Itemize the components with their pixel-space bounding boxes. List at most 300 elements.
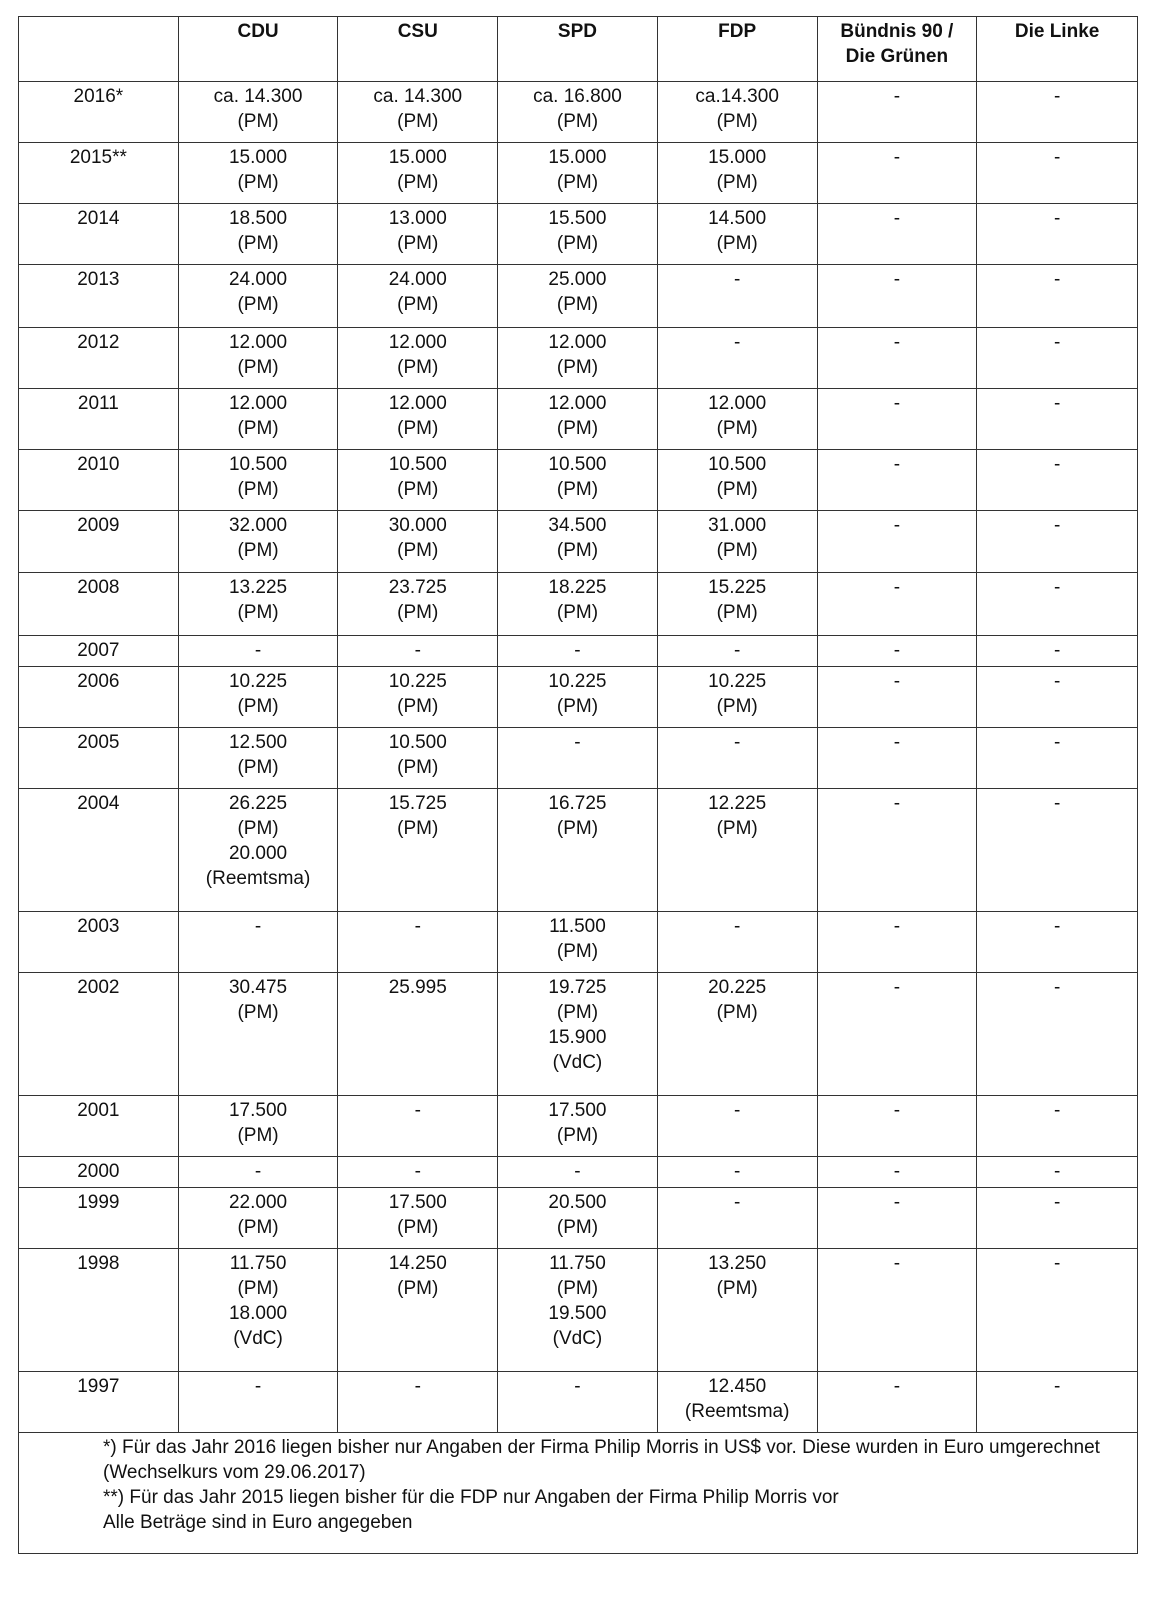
- amount-line: 15.000: [708, 147, 767, 168]
- amount-cell-gruene: [817, 1188, 977, 1249]
- amount-line: 34.500: [548, 515, 607, 536]
- amount-cell-linke: [977, 789, 1138, 912]
- amount-line: 19.725: [548, 977, 607, 998]
- table-row: [19, 1096, 1138, 1157]
- amount-line: -: [1053, 208, 1061, 229]
- amount-cell-gruene: [817, 1249, 977, 1372]
- amount-cell-spd: [498, 636, 658, 667]
- amount-line: (VdC): [552, 1052, 603, 1073]
- amount-line: (PM): [237, 479, 279, 500]
- year-cell: [19, 511, 179, 573]
- amount-line: (PM): [397, 696, 439, 717]
- year-line: 1998: [77, 1253, 120, 1274]
- amount-line: (PM): [556, 111, 599, 132]
- footnote-line: (Wechselkurs vom 29.06.2017): [103, 1462, 366, 1483]
- amount-cell-linke: [977, 389, 1138, 450]
- amount-cell-spd: [498, 204, 658, 265]
- table-row: [19, 389, 1138, 450]
- amount-line: -: [893, 147, 901, 168]
- amount-cell-csu: [338, 1249, 498, 1372]
- amount-line: -: [1053, 1192, 1061, 1213]
- amount-line: (PM): [237, 233, 279, 254]
- year-line: 2009: [77, 515, 120, 536]
- year-cell: [19, 328, 179, 389]
- amount-line: 16.725: [548, 793, 607, 814]
- amount-line: (PM): [556, 941, 599, 962]
- amount-cell-fdp: [657, 82, 817, 143]
- footnote-line: *) Für das Jahr 2016 liegen bisher nur Angaben der Firma Philip Morris in US$ vor. Diese wurden in Euro umgerechnet: [103, 1437, 1100, 1458]
- amount-cell-cdu: [178, 636, 338, 667]
- table-row: [19, 1157, 1138, 1188]
- amount-line: (PM): [556, 1278, 599, 1299]
- amount-line: (PM): [716, 233, 758, 254]
- amount-line: -: [1053, 671, 1061, 692]
- amount-cell-linke: [977, 912, 1138, 973]
- amount-cell-cdu: [178, 973, 338, 1096]
- amount-line: (PM): [716, 479, 758, 500]
- year-line: 2015**: [69, 147, 127, 168]
- footnote-line: **) Für das Jahr 2015 liegen bisher für die FDP nur Angaben der Firma Philip Morris vor: [103, 1487, 839, 1508]
- amount-line: (PM): [716, 111, 758, 132]
- header-cell-linke: [977, 17, 1138, 82]
- amount-cell-cdu: [178, 789, 338, 912]
- amount-cell-gruene: [817, 389, 977, 450]
- amount-line: -: [1053, 793, 1061, 814]
- year-cell: [19, 1188, 179, 1249]
- amount-cell-gruene: [817, 728, 977, 789]
- amount-cell-csu: [338, 511, 498, 573]
- amount-line: (PM): [556, 1125, 599, 1146]
- header-label-line: Die Linke: [1014, 21, 1100, 42]
- amount-line: (PM): [716, 540, 758, 561]
- amount-line: 12.000: [548, 332, 607, 353]
- amount-cell-csu: [338, 1372, 498, 1433]
- amount-line: -: [734, 1100, 741, 1121]
- amount-line: (PM): [556, 818, 599, 839]
- amount-line: 30.000: [388, 515, 447, 536]
- amount-cell-gruene: [817, 973, 977, 1096]
- amount-line: ca. 16.800: [533, 86, 622, 107]
- amount-line: (PM): [556, 233, 599, 254]
- amount-line: (PM): [397, 540, 439, 561]
- header-cell-spd: [498, 17, 658, 82]
- amount-line: (PM): [397, 757, 439, 778]
- amount-line: 10.500: [388, 454, 447, 475]
- amount-line: 15.900: [548, 1027, 607, 1048]
- amount-line: (PM): [397, 602, 439, 623]
- amount-cell-csu: [338, 667, 498, 728]
- header-label-line: SPD: [557, 21, 597, 42]
- amount-line: (PM): [237, 111, 279, 132]
- amount-line: (PM): [716, 602, 758, 623]
- amount-line: -: [254, 1376, 262, 1397]
- header-label-line: CDU: [237, 21, 279, 42]
- amount-line: 20.225: [708, 977, 767, 998]
- amount-cell-spd: [498, 511, 658, 573]
- table-row: [19, 204, 1138, 265]
- amount-line: -: [893, 86, 901, 107]
- amount-line: 12.500: [228, 732, 288, 753]
- amount-line: 13.000: [388, 208, 447, 229]
- amount-cell-linke: [977, 636, 1138, 667]
- amount-line: -: [893, 269, 901, 290]
- header-label-line: Bündnis 90 /: [840, 21, 954, 42]
- amount-line: (PM): [716, 1278, 758, 1299]
- year-cell: [19, 389, 179, 450]
- amount-line: -: [1053, 1161, 1061, 1182]
- header-cell-empty: [19, 17, 179, 82]
- amount-line: 18.500: [228, 208, 288, 229]
- amount-line: 18.000: [228, 1303, 288, 1324]
- footnote-line: Alle Beträge sind in Euro angegeben: [103, 1512, 413, 1533]
- amount-line: 31.000: [708, 515, 767, 536]
- amount-cell-csu: [338, 789, 498, 912]
- amount-line: (Reemtsma): [684, 1401, 790, 1422]
- amount-line: (PM): [237, 418, 279, 439]
- header-label-line: CSU: [397, 21, 438, 42]
- amount-line: (VdC): [233, 1328, 283, 1349]
- footnotes-cell: [19, 1433, 1138, 1554]
- amount-cell-linke: [977, 511, 1138, 573]
- amount-cell-cdu: [178, 1372, 338, 1433]
- amount-line: -: [893, 393, 901, 414]
- amount-line: 15.000: [228, 147, 288, 168]
- amount-line: 24.000: [388, 269, 447, 290]
- amount-cell-csu: [338, 389, 498, 450]
- amount-line: (PM): [556, 1217, 599, 1238]
- year-cell: [19, 1249, 179, 1372]
- amount-cell-linke: [977, 1372, 1138, 1433]
- header-cell-gruene: [817, 17, 977, 82]
- amount-cell-linke: [977, 204, 1138, 265]
- amount-cell-linke: [977, 728, 1138, 789]
- amount-cell-fdp: [657, 636, 817, 667]
- amount-line: (PM): [716, 818, 758, 839]
- amount-cell-linke: [977, 82, 1138, 143]
- amount-line: 12.000: [388, 393, 447, 414]
- year-cell: [19, 636, 179, 667]
- year-cell: [19, 1157, 179, 1188]
- amount-cell-csu: [338, 636, 498, 667]
- amount-line: (PM): [716, 172, 758, 193]
- amount-line: (VdC): [552, 1328, 603, 1349]
- amount-cell-csu: [338, 82, 498, 143]
- amount-cell-fdp: [657, 667, 817, 728]
- amount-line: (PM): [237, 540, 279, 561]
- amount-line: -: [893, 454, 901, 475]
- amount-cell-cdu: [178, 82, 338, 143]
- table-row: [19, 265, 1138, 328]
- year-line: 2006: [77, 671, 120, 692]
- amount-cell-fdp: [657, 265, 817, 328]
- amount-line: (PM): [716, 696, 758, 717]
- amount-line: -: [1053, 1376, 1061, 1397]
- amount-line: (PM): [556, 602, 599, 623]
- amount-line: -: [574, 1376, 581, 1397]
- amount-line: 24.000: [228, 269, 288, 290]
- table-row: [19, 1372, 1138, 1433]
- amount-cell-csu: [338, 1157, 498, 1188]
- amount-line: (PM): [237, 602, 279, 623]
- table-row: [19, 1249, 1138, 1372]
- amount-cell-spd: [498, 1372, 658, 1433]
- amount-cell-cdu: [178, 1188, 338, 1249]
- amount-line: (PM): [397, 111, 439, 132]
- amount-line: 12.000: [548, 393, 607, 414]
- year-line: 2012: [77, 332, 120, 353]
- amount-line: 10.225: [228, 671, 288, 692]
- amount-cell-fdp: [657, 328, 817, 389]
- amount-line: 10.500: [228, 454, 288, 475]
- amount-line: -: [1053, 1253, 1061, 1274]
- amount-cell-spd: [498, 728, 658, 789]
- amount-cell-linke: [977, 573, 1138, 636]
- amount-line: (PM): [556, 294, 599, 315]
- amount-line: -: [254, 916, 262, 937]
- amount-cell-fdp: [657, 1188, 817, 1249]
- amount-line: 12.000: [708, 393, 767, 414]
- amount-line: 30.475: [228, 977, 288, 998]
- amount-line: -: [414, 1161, 421, 1182]
- header-cell-csu: [338, 17, 498, 82]
- amount-line: -: [734, 640, 741, 661]
- amount-line: -: [893, 208, 901, 229]
- amount-line: -: [734, 916, 741, 937]
- amount-cell-spd: [498, 912, 658, 973]
- header-label-line: FDP: [718, 21, 757, 42]
- amount-line: (PM): [556, 172, 599, 193]
- year-line: 2010: [77, 454, 120, 475]
- amount-cell-csu: [338, 450, 498, 511]
- year-line: 2000: [77, 1161, 120, 1182]
- amount-line: 25.000: [548, 269, 607, 290]
- amount-cell-csu: [338, 728, 498, 789]
- amount-cell-csu: [338, 1096, 498, 1157]
- year-line: 2014: [77, 208, 120, 229]
- amount-line: 17.500: [228, 1100, 288, 1121]
- year-cell: [19, 912, 179, 973]
- amount-cell-cdu: [178, 573, 338, 636]
- amount-line: 11.750: [549, 1253, 606, 1274]
- header-cell-cdu: [178, 17, 338, 82]
- amount-cell-cdu: [178, 450, 338, 511]
- amount-cell-cdu: [178, 511, 338, 573]
- amount-cell-cdu: [178, 1096, 338, 1157]
- year-cell: [19, 573, 179, 636]
- table-row: [19, 728, 1138, 789]
- amount-cell-gruene: [817, 1157, 977, 1188]
- amount-line: 15.725: [388, 793, 447, 814]
- year-line: 2002: [77, 977, 120, 998]
- amount-cell-linke: [977, 143, 1138, 204]
- amount-line: (PM): [397, 233, 439, 254]
- amount-line: (PM): [237, 818, 279, 839]
- amount-line: -: [1053, 1100, 1061, 1121]
- amount-cell-fdp: [657, 912, 817, 973]
- amount-cell-fdp: [657, 1249, 817, 1372]
- amount-line: 20.000: [228, 843, 288, 864]
- amount-line: (Reemtsma): [205, 868, 311, 889]
- amount-line: -: [893, 332, 901, 353]
- amount-cell-linke: [977, 1096, 1138, 1157]
- amount-line: (PM): [397, 172, 439, 193]
- amount-line: (PM): [556, 1002, 599, 1023]
- amount-cell-cdu: [178, 143, 338, 204]
- table-row: [19, 912, 1138, 973]
- amount-line: -: [893, 1161, 901, 1182]
- amount-line: -: [893, 515, 901, 536]
- amount-line: 23.725: [388, 577, 447, 598]
- amount-line: (PM): [397, 479, 439, 500]
- amount-line: ca. 14.300: [373, 86, 463, 107]
- amount-line: (PM): [716, 1002, 758, 1023]
- table-body: [19, 82, 1138, 1433]
- amount-cell-fdp: [657, 143, 817, 204]
- amount-cell-fdp: [657, 450, 817, 511]
- amount-cell-cdu: [178, 667, 338, 728]
- amount-line: (PM): [397, 1217, 439, 1238]
- amount-line: (PM): [237, 172, 279, 193]
- year-cell: [19, 973, 179, 1096]
- amount-cell-gruene: [817, 450, 977, 511]
- amount-line: 10.500: [388, 732, 447, 753]
- amount-line: 12.000: [228, 393, 288, 414]
- amount-cell-spd: [498, 1157, 658, 1188]
- year-cell: [19, 450, 179, 511]
- amount-line: 18.225: [548, 577, 607, 598]
- table-row: [19, 973, 1138, 1096]
- table-row: [19, 667, 1138, 728]
- amount-line: (PM): [397, 418, 439, 439]
- amount-line: -: [414, 1100, 421, 1121]
- amount-line: 12.450: [708, 1376, 767, 1397]
- amount-line: -: [734, 1192, 741, 1213]
- amount-line: 32.000: [228, 515, 288, 536]
- amount-cell-csu: [338, 265, 498, 328]
- amount-line: -: [1053, 86, 1061, 107]
- amount-line: (PM): [237, 1125, 279, 1146]
- footnote-row: [19, 1433, 1138, 1554]
- amount-line: 22.000: [228, 1192, 288, 1213]
- amount-line: (PM): [237, 294, 279, 315]
- amount-line: -: [1053, 515, 1061, 536]
- amount-cell-cdu: [178, 912, 338, 973]
- amount-line: 10.225: [548, 671, 607, 692]
- amount-cell-fdp: [657, 511, 817, 573]
- amount-cell-gruene: [817, 573, 977, 636]
- year-line: 2003: [77, 916, 120, 937]
- amount-line: 11.750: [229, 1253, 287, 1274]
- amount-line: 13.225: [228, 577, 288, 598]
- amount-line: -: [1053, 977, 1061, 998]
- year-cell: [19, 789, 179, 912]
- amount-cell-cdu: [178, 389, 338, 450]
- amount-cell-linke: [977, 1188, 1138, 1249]
- amount-line: -: [734, 332, 741, 353]
- amount-line: -: [254, 1161, 262, 1182]
- year-cell: [19, 667, 179, 728]
- amount-cell-cdu: [178, 204, 338, 265]
- amount-line: -: [574, 732, 581, 753]
- year-cell: [19, 728, 179, 789]
- amount-line: 11.500: [549, 916, 606, 937]
- year-cell: [19, 1096, 179, 1157]
- amount-line: -: [574, 1161, 581, 1182]
- table-row: [19, 789, 1138, 912]
- donations-table: [18, 16, 1138, 1554]
- amount-line: (PM): [237, 757, 279, 778]
- year-line: 2004: [77, 793, 120, 814]
- amount-cell-fdp: [657, 1096, 817, 1157]
- amount-cell-gruene: [817, 82, 977, 143]
- amount-cell-csu: [338, 973, 498, 1096]
- amount-line: 10.225: [388, 671, 447, 692]
- amount-line: -: [893, 1376, 901, 1397]
- amount-cell-spd: [498, 1096, 658, 1157]
- amount-line: -: [734, 269, 741, 290]
- amount-line: -: [414, 1376, 421, 1397]
- amount-cell-spd: [498, 1188, 658, 1249]
- amount-cell-linke: [977, 328, 1138, 389]
- year-line: 2007: [77, 640, 120, 661]
- amount-line: (PM): [237, 357, 279, 378]
- year-line: 2005: [77, 732, 120, 753]
- amount-cell-csu: [338, 328, 498, 389]
- amount-line: 12.225: [708, 793, 767, 814]
- amount-cell-gruene: [817, 204, 977, 265]
- year-line: 2011: [77, 393, 119, 414]
- amount-cell-csu: [338, 573, 498, 636]
- amount-cell-gruene: [817, 265, 977, 328]
- amount-line: 10.500: [708, 454, 767, 475]
- amount-cell-linke: [977, 1249, 1138, 1372]
- amount-line: -: [893, 916, 901, 937]
- amount-line: -: [734, 1161, 741, 1182]
- amount-line: -: [893, 732, 901, 753]
- amount-line: (PM): [556, 357, 599, 378]
- year-line: 2013: [77, 269, 120, 290]
- amount-cell-gruene: [817, 912, 977, 973]
- table-row: [19, 328, 1138, 389]
- amount-cell-cdu: [178, 328, 338, 389]
- amount-cell-gruene: [817, 328, 977, 389]
- amount-line: -: [893, 1253, 901, 1274]
- amount-cell-spd: [498, 265, 658, 328]
- amount-cell-csu: [338, 204, 498, 265]
- amount-line: (PM): [556, 479, 599, 500]
- amount-line: -: [1053, 332, 1061, 353]
- year-line: 2008: [77, 577, 120, 598]
- year-line: 2001: [77, 1100, 120, 1121]
- amount-line: -: [1053, 916, 1061, 937]
- amount-line: -: [893, 977, 901, 998]
- amount-line: 10.225: [708, 671, 767, 692]
- amount-cell-csu: [338, 912, 498, 973]
- amount-cell-spd: [498, 973, 658, 1096]
- amount-cell-spd: [498, 573, 658, 636]
- amount-cell-spd: [498, 667, 658, 728]
- header-label-line: Die Grünen: [845, 46, 949, 67]
- amount-cell-fdp: [657, 389, 817, 450]
- amount-line: (PM): [556, 540, 599, 561]
- amount-cell-gruene: [817, 667, 977, 728]
- amount-line: -: [574, 640, 581, 661]
- amount-line: 12.000: [228, 332, 288, 353]
- header-row: [19, 17, 1138, 82]
- amount-cell-spd: [498, 143, 658, 204]
- amount-cell-fdp: [657, 573, 817, 636]
- amount-cell-gruene: [817, 1096, 977, 1157]
